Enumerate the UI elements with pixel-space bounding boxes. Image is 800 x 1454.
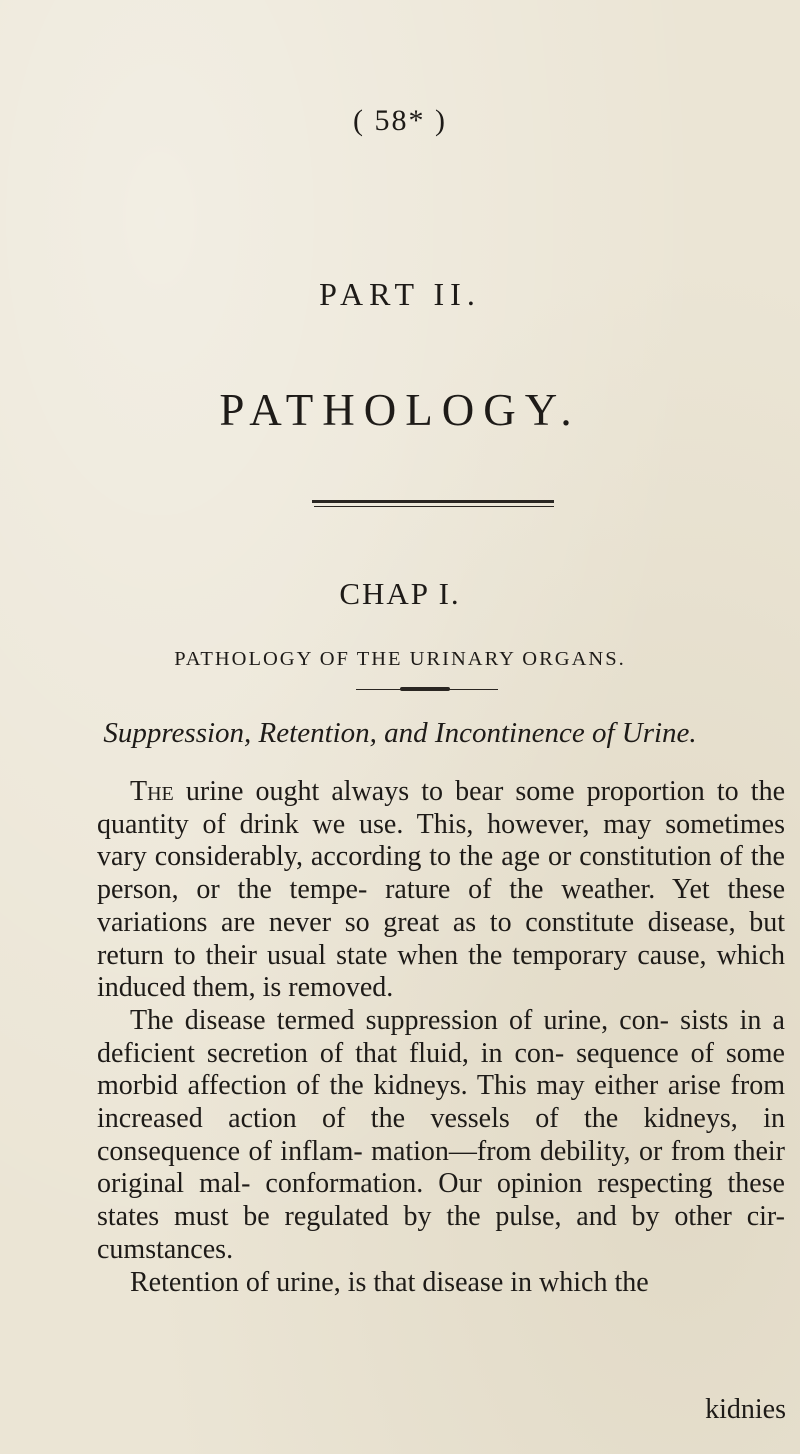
page-number: ( 58* ) [353,104,447,137]
paragraph-text: urine ought always to bear some proportion to the quantity of drink we use. This, however, may sometimes vary considerably, according to the age or constitution of the person, or the tempe- rature of the weather. Yet these variations are never so great as to constitute disease, but return to their usual state when the temporary cause, which induced them, is removed. [97,776,785,1004]
ornament-rule-divider [356,687,498,692]
chapter-heading: CHAP I. [339,576,461,611]
section-title: PATHOLOGY. [219,385,581,435]
chapter-subtitle: PATHOLOGY OF THE URINARY ORGANS. [174,648,626,670]
paragraph-text: Retention of urine, is that disease in which the [130,1266,649,1298]
paragraph [97,1267,785,1300]
paragraph [97,1005,785,1267]
paragraph-text: The disease termed suppression of urine, con- sists in a deficient secretion of that fluid, in con- sequence of some morbid affection of the kidneys. This may either arise from increased action of the vessels of the kidneys, in consequence of inflam- mation—from debility, or from their original mal- conformation. Our opinion respecting these states must be regulated by the pulse, and by other cir- cumstances. [97,1004,785,1265]
paragraph-lead-word: The [130,776,174,807]
article-heading: Suppression, Retention, and Incontinence of Urine. [103,717,697,749]
double-rule-divider [312,500,554,509]
body-text [97,776,785,1299]
part-title: PART II. [319,276,481,312]
catchword: kidnies [705,1394,786,1425]
paragraph [97,776,785,1005]
